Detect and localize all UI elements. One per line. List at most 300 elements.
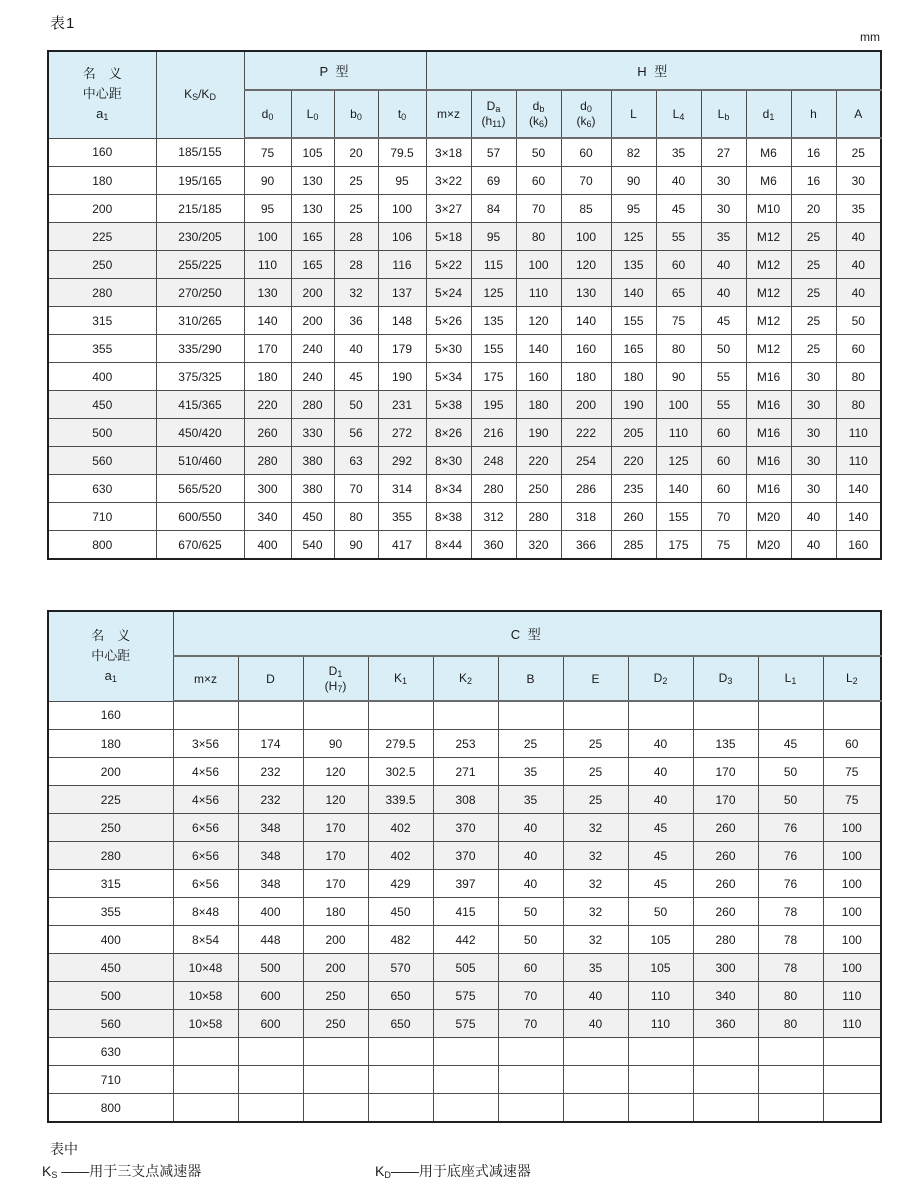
- table-cell: 55: [656, 223, 701, 251]
- table-row: [48, 307, 881, 335]
- table-cell: 105: [628, 926, 693, 954]
- table-cell: 75: [701, 531, 746, 560]
- table-cell: 40: [836, 251, 881, 279]
- table-cell: 450: [291, 503, 334, 531]
- table-cell: M6: [746, 138, 791, 167]
- table-cell: 280: [48, 279, 156, 307]
- table-cell: M12: [746, 307, 791, 335]
- table-cell: 32: [563, 870, 628, 898]
- table-cell: 170: [303, 814, 368, 842]
- col-header-L0: $L_0$: [291, 90, 334, 138]
- table-cell: 800: [48, 1094, 173, 1123]
- table-cell: 60: [701, 475, 746, 503]
- table-cell: 85: [561, 195, 611, 223]
- table-cell: 250: [303, 1010, 368, 1038]
- table-cell: 200: [291, 307, 334, 335]
- table-cell: 140: [561, 307, 611, 335]
- table-cell: 248: [471, 447, 516, 475]
- table-cell: 260: [611, 503, 656, 531]
- table-cell: 170: [303, 870, 368, 898]
- table-cell: 225: [48, 786, 173, 814]
- table-cell: 110: [628, 982, 693, 1010]
- t1-kskd-header: $K_S/K_D$: [156, 51, 244, 138]
- table-cell: 330: [291, 419, 334, 447]
- table-cell: [173, 1066, 238, 1094]
- col-header-K1: $K_1$: [368, 656, 433, 701]
- table-cell: [758, 701, 823, 730]
- table-cell: 140: [836, 475, 881, 503]
- table-cell: 180: [48, 167, 156, 195]
- table-cell: 40: [791, 531, 836, 560]
- table-row: [48, 982, 881, 1010]
- table-cell: 120: [303, 758, 368, 786]
- table-cell: 8×38: [426, 503, 471, 531]
- table-row: [48, 1038, 881, 1066]
- table-cell: 25: [791, 251, 836, 279]
- table-cell: 260: [693, 898, 758, 926]
- table-cell: 40: [836, 223, 881, 251]
- table-cell: 320: [516, 531, 561, 560]
- table-cell: [498, 701, 563, 730]
- table-row: [48, 842, 881, 870]
- table-cell: M12: [746, 335, 791, 363]
- table-cell: 70: [498, 982, 563, 1010]
- table-cell: 170: [244, 335, 291, 363]
- table-cell: [303, 1038, 368, 1066]
- t2-center-distance-header: 名 义 中心距 $a_1$: [48, 611, 173, 701]
- table-cell: 231: [378, 391, 426, 419]
- table-cell: 650: [368, 982, 433, 1010]
- table-cell: 348: [238, 842, 303, 870]
- table-cell: 60: [516, 167, 561, 195]
- table-cell: 170: [693, 786, 758, 814]
- table-cell: 110: [823, 982, 881, 1010]
- table-cell: 4×56: [173, 786, 238, 814]
- table1-header: [48, 51, 881, 138]
- table-cell: 95: [244, 195, 291, 223]
- unit-label: mm: [860, 30, 880, 44]
- table-cell: 130: [561, 279, 611, 307]
- table-cell: [368, 1038, 433, 1066]
- table-row: [48, 898, 881, 926]
- table-cell: 120: [303, 786, 368, 814]
- table-cell: 510/460: [156, 447, 244, 475]
- table-cell: 240: [291, 335, 334, 363]
- table-cell: 222: [561, 419, 611, 447]
- table-cell: 160: [516, 363, 561, 391]
- table-cell: 3×18: [426, 138, 471, 167]
- table-cell: 429: [368, 870, 433, 898]
- table-cell: 8×30: [426, 447, 471, 475]
- table-cell: 415: [433, 898, 498, 926]
- table-cell: [173, 1038, 238, 1066]
- table-cell: 232: [238, 786, 303, 814]
- table-cell: 32: [334, 279, 378, 307]
- table-cell: 100: [656, 391, 701, 419]
- table-cell: 35: [498, 758, 563, 786]
- table-cell: 340: [693, 982, 758, 1010]
- table-cell: 50: [334, 391, 378, 419]
- table-cell: 500: [48, 419, 156, 447]
- table-cell: 505: [433, 954, 498, 982]
- table-cell: 70: [561, 167, 611, 195]
- table-cell: 45: [656, 195, 701, 223]
- table-cell: 25: [791, 307, 836, 335]
- table-cell: 360: [471, 531, 516, 560]
- table-cell: 80: [836, 391, 881, 419]
- table-cell: 25: [334, 167, 378, 195]
- table-row: [48, 758, 881, 786]
- col-header-D2: $D_2$: [628, 656, 693, 701]
- table-cell: 35: [836, 195, 881, 223]
- table-cell: 279.5: [368, 730, 433, 758]
- table-cell: 165: [291, 223, 334, 251]
- table-cell: 253: [433, 730, 498, 758]
- table-cell: [303, 1066, 368, 1094]
- table-cell: 95: [611, 195, 656, 223]
- table-cell: 630: [48, 1038, 173, 1066]
- table-cell: 417: [378, 531, 426, 560]
- ks-note: $K_S$ ——用于三支点减速器: [42, 1163, 202, 1180]
- table-cell: [823, 1066, 881, 1094]
- table-cell: [823, 701, 881, 730]
- table-cell: 45: [334, 363, 378, 391]
- table-cell: 180: [561, 363, 611, 391]
- table-cell: 575: [433, 1010, 498, 1038]
- table-cell: 5×18: [426, 223, 471, 251]
- table-cell: 10×58: [173, 982, 238, 1010]
- table-row: [48, 475, 881, 503]
- table-row: [48, 223, 881, 251]
- table-cell: 500: [48, 982, 173, 1010]
- table-cell: 75: [656, 307, 701, 335]
- table-cell: 10×48: [173, 954, 238, 982]
- table-cell: 560: [48, 1010, 173, 1038]
- table-cell: 125: [471, 279, 516, 307]
- col-header-d1: $d_1$: [746, 90, 791, 138]
- table-cell: 254: [561, 447, 611, 475]
- table-cell: 80: [656, 335, 701, 363]
- table-cell: 800: [48, 531, 156, 560]
- table-cell: 400: [244, 531, 291, 560]
- table-cell: 130: [244, 279, 291, 307]
- table-cell: 50: [628, 898, 693, 926]
- table-cell: 16: [791, 167, 836, 195]
- table-cell: [238, 1038, 303, 1066]
- dimension-table-c: [47, 610, 882, 1123]
- table-cell: 40: [334, 335, 378, 363]
- table-cell: 415/365: [156, 391, 244, 419]
- col-header-mxz: m×z: [426, 90, 471, 138]
- table-cell: 78: [758, 954, 823, 982]
- col-header-h: h: [791, 90, 836, 138]
- t1-group-h-header: H 型: [426, 51, 881, 90]
- table-cell: 25: [791, 223, 836, 251]
- table-cell: 25: [334, 195, 378, 223]
- table-cell: 30: [791, 363, 836, 391]
- table-cell: 260: [693, 870, 758, 898]
- table-cell: 40: [656, 167, 701, 195]
- kd-note: $K_D——$用于底座式减速器: [375, 1163, 531, 1180]
- table-cell: 500: [238, 954, 303, 982]
- t1-group-p-header: P 型: [244, 51, 426, 90]
- table-cell: 28: [334, 223, 378, 251]
- table-cell: 280: [516, 503, 561, 531]
- table-cell: 174: [238, 730, 303, 758]
- table-cell: 3×27: [426, 195, 471, 223]
- table-cell: 70: [498, 1010, 563, 1038]
- table-cell: 250: [48, 251, 156, 279]
- table-cell: 220: [244, 391, 291, 419]
- table-cell: 180: [611, 363, 656, 391]
- table-cell: 116: [378, 251, 426, 279]
- table-cell: 402: [368, 814, 433, 842]
- dimension-table-ph: [47, 50, 882, 560]
- table-cell: 140: [611, 279, 656, 307]
- table-cell: 348: [238, 814, 303, 842]
- table-cell: 175: [471, 363, 516, 391]
- table-cell: 60: [836, 335, 881, 363]
- table-cell: 35: [701, 223, 746, 251]
- col-header-L2: $L_2$: [823, 656, 881, 701]
- table-cell: 260: [693, 842, 758, 870]
- table-cell: 255/225: [156, 251, 244, 279]
- table-cell: 155: [611, 307, 656, 335]
- table-cell: 32: [563, 842, 628, 870]
- table-cell: 60: [656, 251, 701, 279]
- table-cell: 8×34: [426, 475, 471, 503]
- table-cell: [303, 1094, 368, 1123]
- table-cell: [693, 1094, 758, 1123]
- table-cell: 25: [563, 758, 628, 786]
- table-cell: 155: [656, 503, 701, 531]
- table-cell: 339.5: [368, 786, 433, 814]
- table-cell: 125: [656, 447, 701, 475]
- table-cell: 450/420: [156, 419, 244, 447]
- table-cell: 110: [836, 419, 881, 447]
- table-cell: 130: [291, 195, 334, 223]
- table-cell: [433, 1038, 498, 1066]
- table-cell: 280: [244, 447, 291, 475]
- table-cell: 45: [628, 814, 693, 842]
- table-cell: 63: [334, 447, 378, 475]
- table-cell: 160: [48, 138, 156, 167]
- table-cell: 110: [823, 1010, 881, 1038]
- table-cell: 370: [433, 814, 498, 842]
- table-cell: 110: [836, 447, 881, 475]
- footer-note-label: 表中: [50, 1141, 78, 1157]
- table-cell: 272: [378, 419, 426, 447]
- table-cell: 57: [471, 138, 516, 167]
- table-cell: 180: [48, 730, 173, 758]
- table-cell: [758, 1094, 823, 1123]
- table-cell: 315: [48, 870, 173, 898]
- table-cell: [628, 1038, 693, 1066]
- table-cell: 6×56: [173, 842, 238, 870]
- table-cell: 135: [471, 307, 516, 335]
- table-cell: 180: [303, 898, 368, 926]
- table-row: [48, 1066, 881, 1094]
- table-cell: 5×38: [426, 391, 471, 419]
- table-cell: 5×24: [426, 279, 471, 307]
- table-cell: 160: [48, 701, 173, 730]
- table-cell: 40: [836, 279, 881, 307]
- table-cell: 25: [791, 279, 836, 307]
- table-cell: [758, 1038, 823, 1066]
- table-cell: M6: [746, 167, 791, 195]
- table-cell: 710: [48, 503, 156, 531]
- table-row: [48, 814, 881, 842]
- table-row: [48, 503, 881, 531]
- table-cell: 105: [628, 954, 693, 982]
- col-header-A: A: [836, 90, 881, 138]
- table-cell: M16: [746, 475, 791, 503]
- col-header-D: D: [238, 656, 303, 701]
- table-row: [48, 730, 881, 758]
- table-cell: 30: [701, 195, 746, 223]
- table-cell: M12: [746, 279, 791, 307]
- table-cell: 450: [368, 898, 433, 926]
- table-row: [48, 335, 881, 363]
- table-cell: 160: [561, 335, 611, 363]
- table-cell: 80: [334, 503, 378, 531]
- table-cell: 148: [378, 307, 426, 335]
- table-cell: 280: [48, 842, 173, 870]
- table-cell: 95: [471, 223, 516, 251]
- table-cell: 55: [701, 363, 746, 391]
- table-cell: 70: [701, 503, 746, 531]
- table-row: [48, 391, 881, 419]
- table-cell: 40: [701, 251, 746, 279]
- table-cell: 200: [303, 954, 368, 982]
- table-cell: 100: [823, 926, 881, 954]
- col-header-L: L: [611, 90, 656, 138]
- table-cell: 50: [498, 898, 563, 926]
- table-cell: [173, 1094, 238, 1123]
- col-header-K2: $K_2$: [433, 656, 498, 701]
- table-cell: 165: [611, 335, 656, 363]
- table-cell: 30: [791, 475, 836, 503]
- table-cell: 318: [561, 503, 611, 531]
- table-cell: 710: [48, 1066, 173, 1094]
- footer-notes: [42, 1161, 880, 1181]
- table-cell: 35: [656, 138, 701, 167]
- table-cell: [628, 1066, 693, 1094]
- table-cell: 3×22: [426, 167, 471, 195]
- table-cell: 40: [563, 1010, 628, 1038]
- table-row: [48, 279, 881, 307]
- table-cell: 205: [611, 419, 656, 447]
- table-cell: 76: [758, 842, 823, 870]
- table-cell: 170: [693, 758, 758, 786]
- table-cell: 45: [701, 307, 746, 335]
- table-cell: 70: [334, 475, 378, 503]
- table-cell: 35: [498, 786, 563, 814]
- table-cell: 55: [701, 391, 746, 419]
- table-cell: 137: [378, 279, 426, 307]
- table-cell: 165: [291, 251, 334, 279]
- table-cell: 180: [516, 391, 561, 419]
- table-cell: 76: [758, 814, 823, 842]
- table-cell: 285: [611, 531, 656, 560]
- table-cell: M20: [746, 531, 791, 560]
- col-header-mxz: m×z: [173, 656, 238, 701]
- table-cell: [628, 1094, 693, 1123]
- table-cell: 185/155: [156, 138, 244, 167]
- table-cell: 16: [791, 138, 836, 167]
- table-cell: [498, 1038, 563, 1066]
- table-cell: 100: [516, 251, 561, 279]
- table-cell: 80: [758, 1010, 823, 1038]
- table-cell: 130: [291, 167, 334, 195]
- table-cell: 442: [433, 926, 498, 954]
- table-cell: 179: [378, 335, 426, 363]
- col-header-db: $d_b$ $(k_6)$: [516, 90, 561, 138]
- table-cell: 60: [701, 419, 746, 447]
- table-cell: 360: [693, 1010, 758, 1038]
- table-cell: 120: [561, 251, 611, 279]
- table-cell: 190: [516, 419, 561, 447]
- table-cell: 8×44: [426, 531, 471, 560]
- table-cell: 314: [378, 475, 426, 503]
- table-cell: 195: [471, 391, 516, 419]
- table-cell: 110: [628, 1010, 693, 1038]
- table-row: [48, 167, 881, 195]
- table-cell: 100: [823, 814, 881, 842]
- table-cell: 216: [471, 419, 516, 447]
- table-cell: 80: [836, 363, 881, 391]
- table-cell: 340: [244, 503, 291, 531]
- table-cell: 100: [378, 195, 426, 223]
- table-cell: 78: [758, 898, 823, 926]
- table-cell: 65: [656, 279, 701, 307]
- table-cell: 30: [791, 447, 836, 475]
- table-cell: 140: [656, 475, 701, 503]
- table-cell: [498, 1094, 563, 1123]
- table-row: [48, 786, 881, 814]
- table-cell: 110: [516, 279, 561, 307]
- table-cell: 220: [516, 447, 561, 475]
- table-cell: 355: [378, 503, 426, 531]
- table-cell: 79.5: [378, 138, 426, 167]
- col-header-t0: $t_0$: [378, 90, 426, 138]
- table-cell: 450: [48, 954, 173, 982]
- table-row: [48, 954, 881, 982]
- table-cell: 312: [471, 503, 516, 531]
- table-cell: 50: [758, 786, 823, 814]
- table-cell: 110: [244, 251, 291, 279]
- table-cell: 80: [758, 982, 823, 1010]
- table-cell: 90: [334, 531, 378, 560]
- table-cell: 560: [48, 447, 156, 475]
- table-cell: 232: [238, 758, 303, 786]
- table-cell: 200: [291, 279, 334, 307]
- table-cell: 50: [701, 335, 746, 363]
- table-cell: 78: [758, 926, 823, 954]
- table-cell: 190: [378, 363, 426, 391]
- table-cell: 10×58: [173, 1010, 238, 1038]
- table-cell: 4×56: [173, 758, 238, 786]
- table-cell: 40: [628, 730, 693, 758]
- table-cell: 90: [303, 730, 368, 758]
- table-cell: 140: [244, 307, 291, 335]
- table-cell: 400: [48, 926, 173, 954]
- table-cell: 5×34: [426, 363, 471, 391]
- table-cell: 105: [291, 138, 334, 167]
- table-cell: M20: [746, 503, 791, 531]
- table-cell: 30: [791, 419, 836, 447]
- table-cell: 308: [433, 786, 498, 814]
